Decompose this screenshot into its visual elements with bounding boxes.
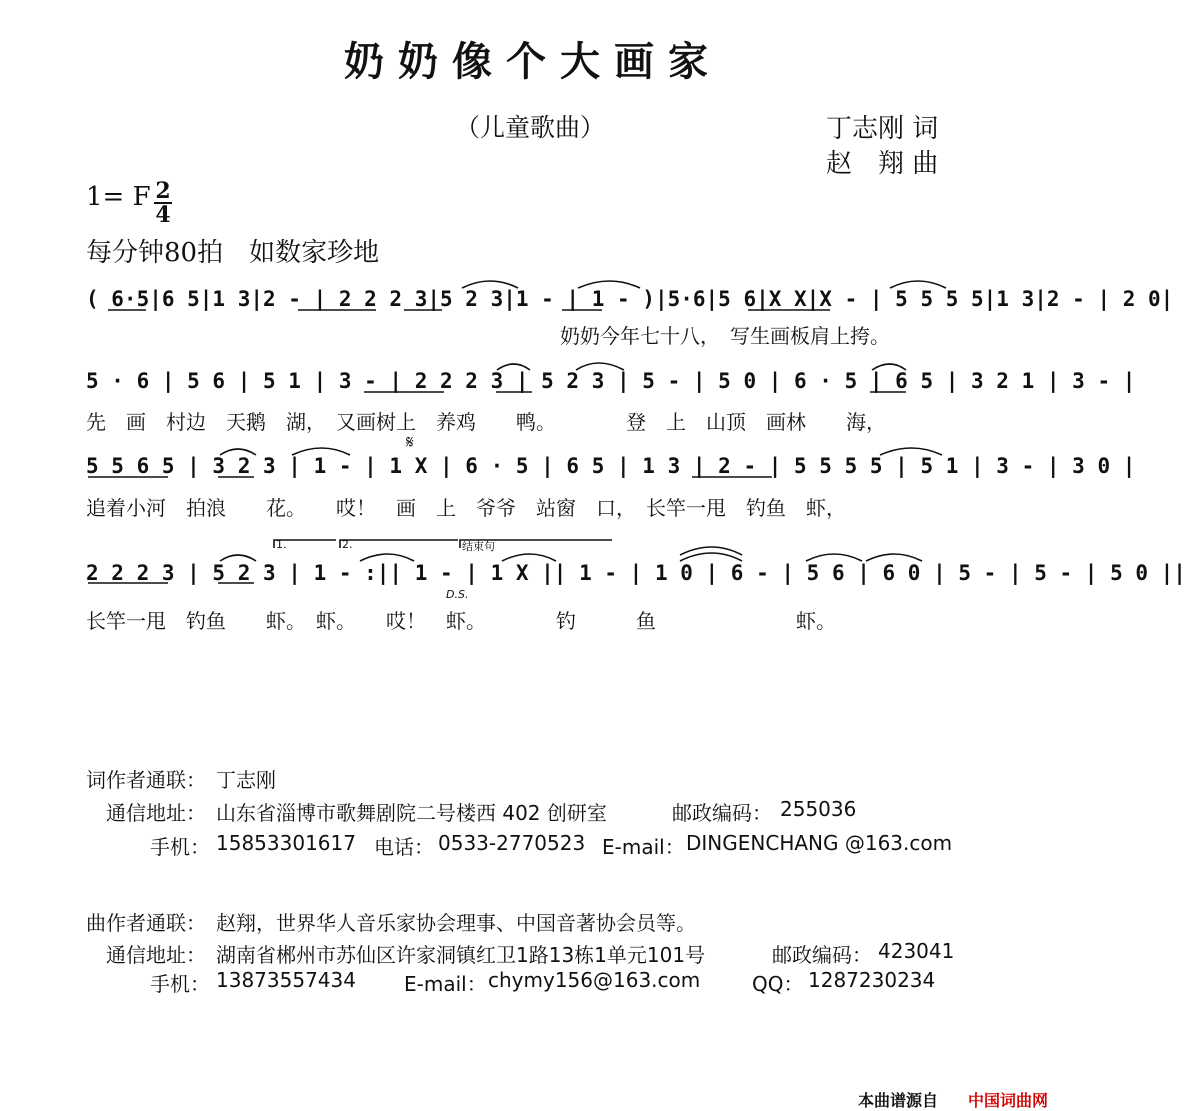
score-row-1: ( 6·5|6 5|1 3|2 - | 2 2 2 3|5 2 3|1 - | 1 - )|5·6|5 6|X X|X - | 5 5 5 5|1 3|2 - | 2 0| (86, 287, 1174, 311)
lyrics-row-2: 先 画 村边 天鹅 湖， 又画树上 养鸡 鸭。 登 上 山顶 画林 海， (86, 410, 886, 434)
lyricist-email-label: E-mail： (602, 835, 685, 859)
lyricist-credit: 丁志刚 词 (826, 114, 939, 144)
lyricist-address-label: 通信地址： (106, 801, 206, 825)
coda-label: 结束句 (462, 540, 495, 553)
composer-qq-label: QQ： (752, 972, 804, 996)
composer-zip-label: 邮政编码： (772, 943, 872, 967)
lyricist-contact-heading: 词作者通联： (86, 768, 206, 792)
lyricist-zip-label: 邮政编码： (672, 801, 772, 825)
time-signature-top: 2 (155, 178, 171, 204)
composer-mobile-label: 手机： (150, 972, 210, 996)
ending-2-label: 2. (342, 538, 353, 551)
lyricist-mobile-label: 手机： (150, 835, 210, 859)
time-signature-bottom: 4 (155, 202, 171, 228)
segno-sign: 𝄋 (406, 432, 414, 453)
score-row-4: 2 2 2 3 | 5 2 3 | 1 - :|| 1 - | 1 X || 1 - | 1 0 | 6 - | 5 6 | 6 0 | 5 - | 5 - | 5 0 || (86, 561, 1186, 585)
lyricist-email: DINGENCHANG @163.com (686, 831, 953, 855)
lyricist-contact-name: 丁志刚 (216, 768, 276, 792)
key-signature: 1= F (86, 182, 151, 212)
footer-site-link[interactable]: 中国词曲网 (968, 1091, 1049, 1110)
composer-contact-name: 赵翔，世界华人音乐家协会理事、中国音著协会员等。 (216, 911, 696, 935)
ds-marking: D.S. (446, 588, 469, 601)
composer-qq: 1287230234 (808, 968, 936, 992)
composer-address: 湖南省郴州市苏仙区许家洞镇红卫1路13栋1单元101号 (216, 943, 706, 967)
composer-email: chymy156@163.com (488, 968, 701, 992)
song-subtitle: （儿童歌曲） (455, 113, 606, 142)
lyricist-mobile: 15853301617 (216, 831, 356, 855)
lyricist-address: 山东省淄博市歌舞剧院二号楼西 402 创研室 (216, 801, 607, 825)
composer-email-label: E-mail： (404, 972, 487, 996)
lyrics-row-4: 长竿一甩 钓鱼 虾。 虾。 哎！ 虾。 钓 鱼 虾。 (86, 609, 836, 633)
composer-mobile: 13873557434 (216, 968, 356, 992)
score-row-2: 5 · 6 | 5 6 | 5 1 | 3 - | 2 2 2 3 | 5 2 3 | 5 - | 5 0 | 6 · 5 | 6 5 | 3 2 1 | 3 - | (86, 369, 1136, 393)
lyricist-zip: 255036 (780, 797, 857, 821)
lyricist-phone: 0533-2770523 (438, 831, 586, 855)
tempo-marking: 每分钟80拍 如数家珍地 (86, 238, 380, 268)
lyrics-row-1: 奶奶今年七十八， 写生画板肩上挎。 (560, 324, 890, 348)
composer-credit: 赵 翔 曲 (826, 149, 939, 179)
song-title: 奶奶像个大画家 (344, 38, 722, 85)
composer-address-label: 通信地址： (106, 943, 206, 967)
composer-contact-heading: 曲作者通联： (86, 911, 206, 935)
composer-zip: 423041 (878, 939, 955, 963)
lyricist-phone-label: 电话： (374, 835, 434, 859)
score-row-3: 5 5 6 5 | 3 2 3 | 1 - | 1 X | 6 · 5 | 6 5 | 1 3 | 2 - | 5 5 5 5 | 5 1 | 3 - | 3 0 | (86, 454, 1136, 478)
ending-1-label: 1. (276, 538, 287, 551)
footer-source-label: 本曲谱源自 (858, 1091, 939, 1110)
lyrics-row-3: 追着小河 拍浪 花。 哎！ 画 上 爷爷 站窗 口， 长竿一甩 钓鱼 虾， (86, 496, 846, 520)
